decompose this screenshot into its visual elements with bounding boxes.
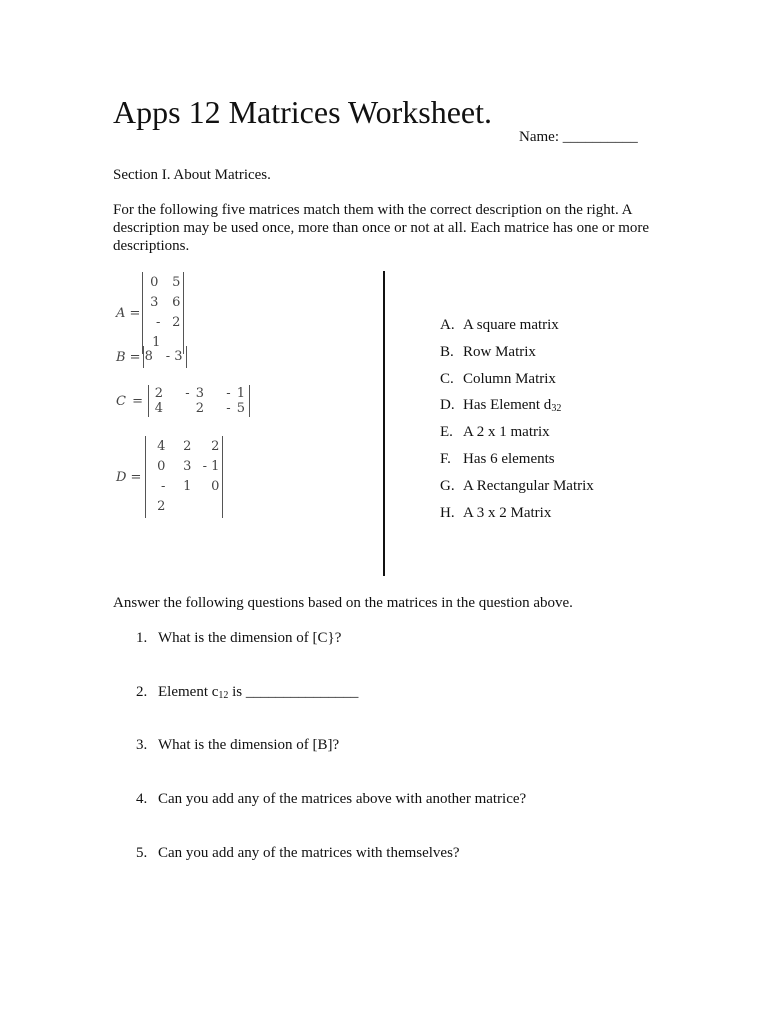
section-heading: Section I. About Matrices. xyxy=(113,167,271,183)
option-item xyxy=(440,341,594,368)
matrix-label: D = xyxy=(116,469,142,485)
option-item xyxy=(440,314,594,341)
option-item xyxy=(440,421,594,448)
option-letter: G. xyxy=(440,477,455,494)
matrix-cell: 0 xyxy=(157,459,166,474)
option-item xyxy=(440,502,594,529)
page-title: Apps 12 Matrices Worksheet. xyxy=(113,94,492,130)
matrix-b xyxy=(116,346,187,368)
option-item xyxy=(440,394,594,421)
matrix-cell: 3 xyxy=(183,459,192,474)
matrix-cell: - 3 xyxy=(165,349,183,364)
option-letter: F. xyxy=(440,450,451,467)
option-text: Has 6 elements xyxy=(463,450,555,467)
option-letter: A. xyxy=(440,317,455,333)
matrix-label: C = xyxy=(116,393,144,409)
matrix-d xyxy=(116,436,223,518)
answer-blank: is _______________ xyxy=(228,683,359,700)
matrix-cell: - 3 xyxy=(185,386,205,401)
matrix-body xyxy=(143,346,187,368)
option-subscript: 32 xyxy=(551,403,562,415)
option-letter: D. xyxy=(440,397,455,414)
matrix-cell: 4 xyxy=(154,401,164,416)
option-text: Column Matrix xyxy=(463,370,556,387)
matrix-a xyxy=(116,272,184,354)
option-text: A 2 x 1 matrix xyxy=(463,424,550,441)
option-text: Row Matrix xyxy=(463,343,536,360)
option-text: A 3 x 2 Matrix xyxy=(463,504,552,521)
matrix-cell: 2 xyxy=(154,386,164,401)
matrix-c xyxy=(116,385,250,417)
question-text: What is the dimension of [B]? xyxy=(158,737,340,754)
matrix-cell: 2 xyxy=(172,315,181,330)
question-item xyxy=(136,683,526,737)
matrix-label: B = xyxy=(116,349,141,365)
matrix-cell: 1 xyxy=(183,479,192,494)
option-text: A square matrix xyxy=(463,317,559,333)
matrix-cell: 5 xyxy=(172,275,181,290)
question-number: 1. xyxy=(136,630,148,646)
matrix-cell: - 1 xyxy=(226,386,246,401)
question-item xyxy=(136,629,526,683)
matrix-cell: - 1 xyxy=(152,315,161,350)
option-letter: H. xyxy=(440,504,455,521)
question-text: Can you add any of the matrices with themselves? xyxy=(158,844,460,861)
matrix-cell: - 1 xyxy=(202,459,220,474)
question-item xyxy=(136,844,526,898)
matrix-body xyxy=(148,385,250,417)
matrix-cell: 6 xyxy=(172,295,181,310)
column-divider xyxy=(383,271,385,576)
option-text: A Rectangular Matrix xyxy=(463,477,594,494)
matrix-body xyxy=(142,272,184,354)
matrix-cell: - 5 xyxy=(226,401,246,416)
option-item xyxy=(440,475,594,502)
option-item xyxy=(440,368,594,395)
question-list xyxy=(136,629,526,897)
matrix-cell: - 2 xyxy=(157,479,166,514)
matrix-cell: 3 xyxy=(150,295,159,310)
option-text: Has Element d xyxy=(463,397,552,414)
option-letter: E. xyxy=(440,424,453,441)
question-text: Can you add any of the matrices above with another matrice? xyxy=(158,791,527,808)
question-number: 4. xyxy=(136,791,148,808)
matrix-cell: 4 xyxy=(157,439,166,454)
matrix-cell: 8 xyxy=(144,349,153,364)
intro-paragraph: For the following five matrices match them with the correct description on the right. A description may be used once, more than once or not at all. Each matrice has one or more descriptions. xyxy=(113,202,650,254)
option-letter: B. xyxy=(440,343,454,360)
question-number: 5. xyxy=(136,844,148,861)
matrix-cell: 2 xyxy=(211,439,220,454)
matrix-cell: 0 xyxy=(150,275,159,290)
matrix-body xyxy=(145,436,223,518)
question-subscript: 12 xyxy=(218,689,229,701)
question-item xyxy=(136,736,526,790)
question-text: Element c xyxy=(158,683,219,700)
description-options xyxy=(440,314,594,528)
option-letter: C. xyxy=(440,370,454,387)
name-field: Name: __________ xyxy=(519,129,638,145)
matrix-label: A = xyxy=(116,305,141,321)
question-text: What is the dimension of [C}? xyxy=(158,630,342,646)
option-item xyxy=(440,448,594,475)
matrix-cell: 2 xyxy=(183,439,192,454)
question-number: 3. xyxy=(136,737,148,754)
matrix-cell: 2 xyxy=(195,401,205,416)
question-item xyxy=(136,790,526,844)
matrix-cell: 0 xyxy=(211,479,220,494)
question-number: 2. xyxy=(136,683,148,700)
questions-intro: Answer the following questions based on the matrices in the question above. xyxy=(113,595,573,611)
